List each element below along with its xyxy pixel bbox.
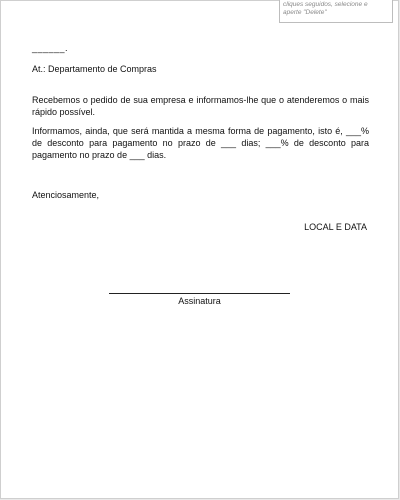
note-line-2: cliques seguidos, selecione e (283, 1, 368, 8)
instruction-note (279, 0, 393, 23)
note-line-3: aperte "Delete" (283, 9, 327, 16)
recipient-blank: ______. (32, 43, 69, 53)
signature-label: Assinatura (178, 296, 221, 306)
paragraph-payment-terms: Informamos, ainda, que será mantida a mesma forma de pagamento, isto é, ___% de desconto para pagamento no prazo de ___ dias; ___% de desconto para pagamento no prazo de ___ dias. (32, 126, 369, 160)
paragraph-order-received: Recebemos o pedido de sua empresa e informamos-lhe que o atenderemos o mais rápido possível. (32, 95, 369, 117)
place-and-date: LOCAL E DATA (304, 222, 367, 232)
signature-line (109, 293, 290, 294)
attention-line: At.: Departamento de Compras (32, 64, 157, 74)
closing-salutation: Atenciosamente, (32, 190, 100, 200)
